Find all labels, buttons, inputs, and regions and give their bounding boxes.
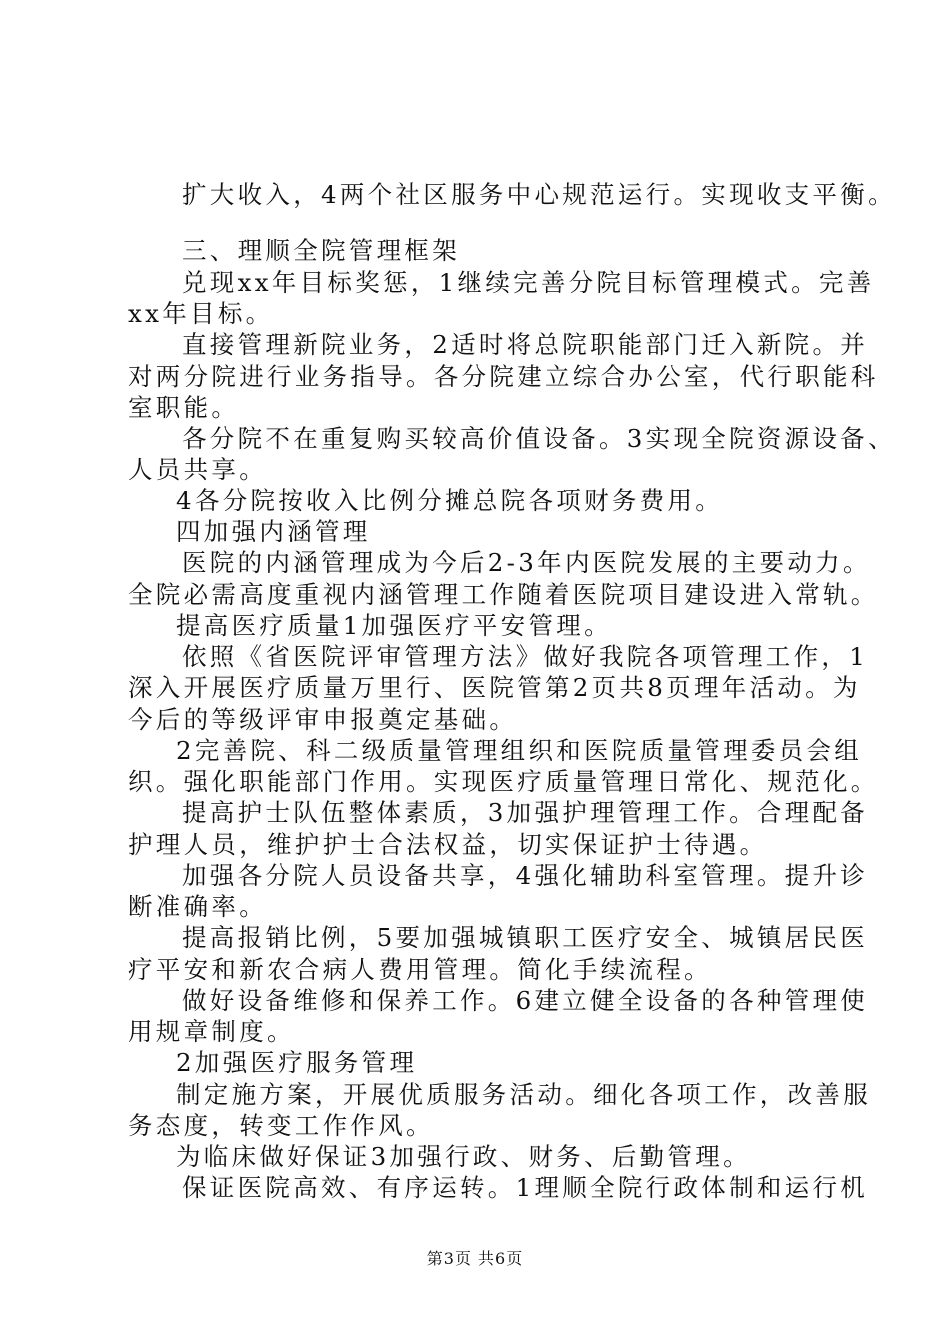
text-line: 直接管理新院业务，2适时将总院职能部门迁入新院。并 <box>182 330 869 359</box>
text-line: 疗平安和新农合病人费用管理。简化手续流程。 <box>128 955 712 984</box>
text-line: 扩大收入，4两个社区服务中心规范运行。实现收支平衡。 <box>182 180 896 209</box>
text-line: 人员共享。 <box>128 455 267 484</box>
text-line: 室职能。 <box>128 393 240 422</box>
text-line: 深入开展医疗质量万里行、医院管第2页共8页理年活动。为 <box>128 673 861 702</box>
text-line: 各分院不在重复购买较高价值设备。3实现全院资源设备、 <box>182 424 896 453</box>
section-heading: 四加强内涵管理 <box>176 517 371 546</box>
section-heading: 三、理顺全院管理框架 <box>182 236 460 265</box>
page-footer: 第3页 共6页 <box>426 1249 524 1268</box>
text-line: 用规章制度。 <box>128 1017 295 1046</box>
text-line: 断准确率。 <box>128 892 267 921</box>
text-line: 2完善院、科二级质量管理组织和医院质量管理委员会组 <box>176 736 863 765</box>
text-line: 依照《省医院评审管理方法》做好我院各项管理工作，1 <box>182 642 869 671</box>
text-line: 务态度，转变工作作风。 <box>128 1111 434 1140</box>
text-line: 兑现xx年目标奖惩，1继续完善分院目标管理模式。完善 <box>182 268 875 297</box>
text-line: 全院必需高度重视内涵管理工作随着医院项目建设进入常轨。 <box>128 580 879 609</box>
text-line: 做好设备维修和保养工作。6建立健全设备的各种管理使 <box>182 986 869 1015</box>
section-heading: 2加强医疗服务管理 <box>176 1048 418 1077</box>
text-line: 保证医院高效、有序运转。1理顺全院行政体制和运行机 <box>182 1173 869 1202</box>
text-line: 提高护士队伍整体素质，3加强护理管理工作。合理配备 <box>182 798 869 827</box>
text-line: 对两分院进行业务指导。各分院建立综合办公室，代行职能科 <box>128 362 879 391</box>
text-line: xx年目标。 <box>128 299 274 328</box>
text-line: 医院的内涵管理成为今后2-3年内医院发展的主要动力。 <box>182 548 871 577</box>
text-line: 加强各分院人员设备共享，4强化辅助科室管理。提升诊 <box>182 861 869 890</box>
text-line: 织。强化职能部门作用。实现医疗质量管理日常化、规范化。 <box>128 767 879 796</box>
text-line: 提高医疗质量1加强医疗平安管理。 <box>176 611 612 640</box>
text-line: 4各分院按收入比例分摊总院各项财务费用。 <box>176 486 724 515</box>
text-line: 护理人员，维护护士合法权益，切实保证护士待遇。 <box>128 830 768 859</box>
text-line: 今后的等级评审申报奠定基础。 <box>128 705 518 734</box>
text-line: 提高报销比例，5要加强城镇职工医疗安全、城镇居民医 <box>182 923 869 952</box>
text-line: 制定施方案，开展优质服务活动。细化各项工作，改善服 <box>176 1080 871 1109</box>
text-line: 为临床做好保证3加强行政、财务、后勤管理。 <box>176 1142 751 1171</box>
